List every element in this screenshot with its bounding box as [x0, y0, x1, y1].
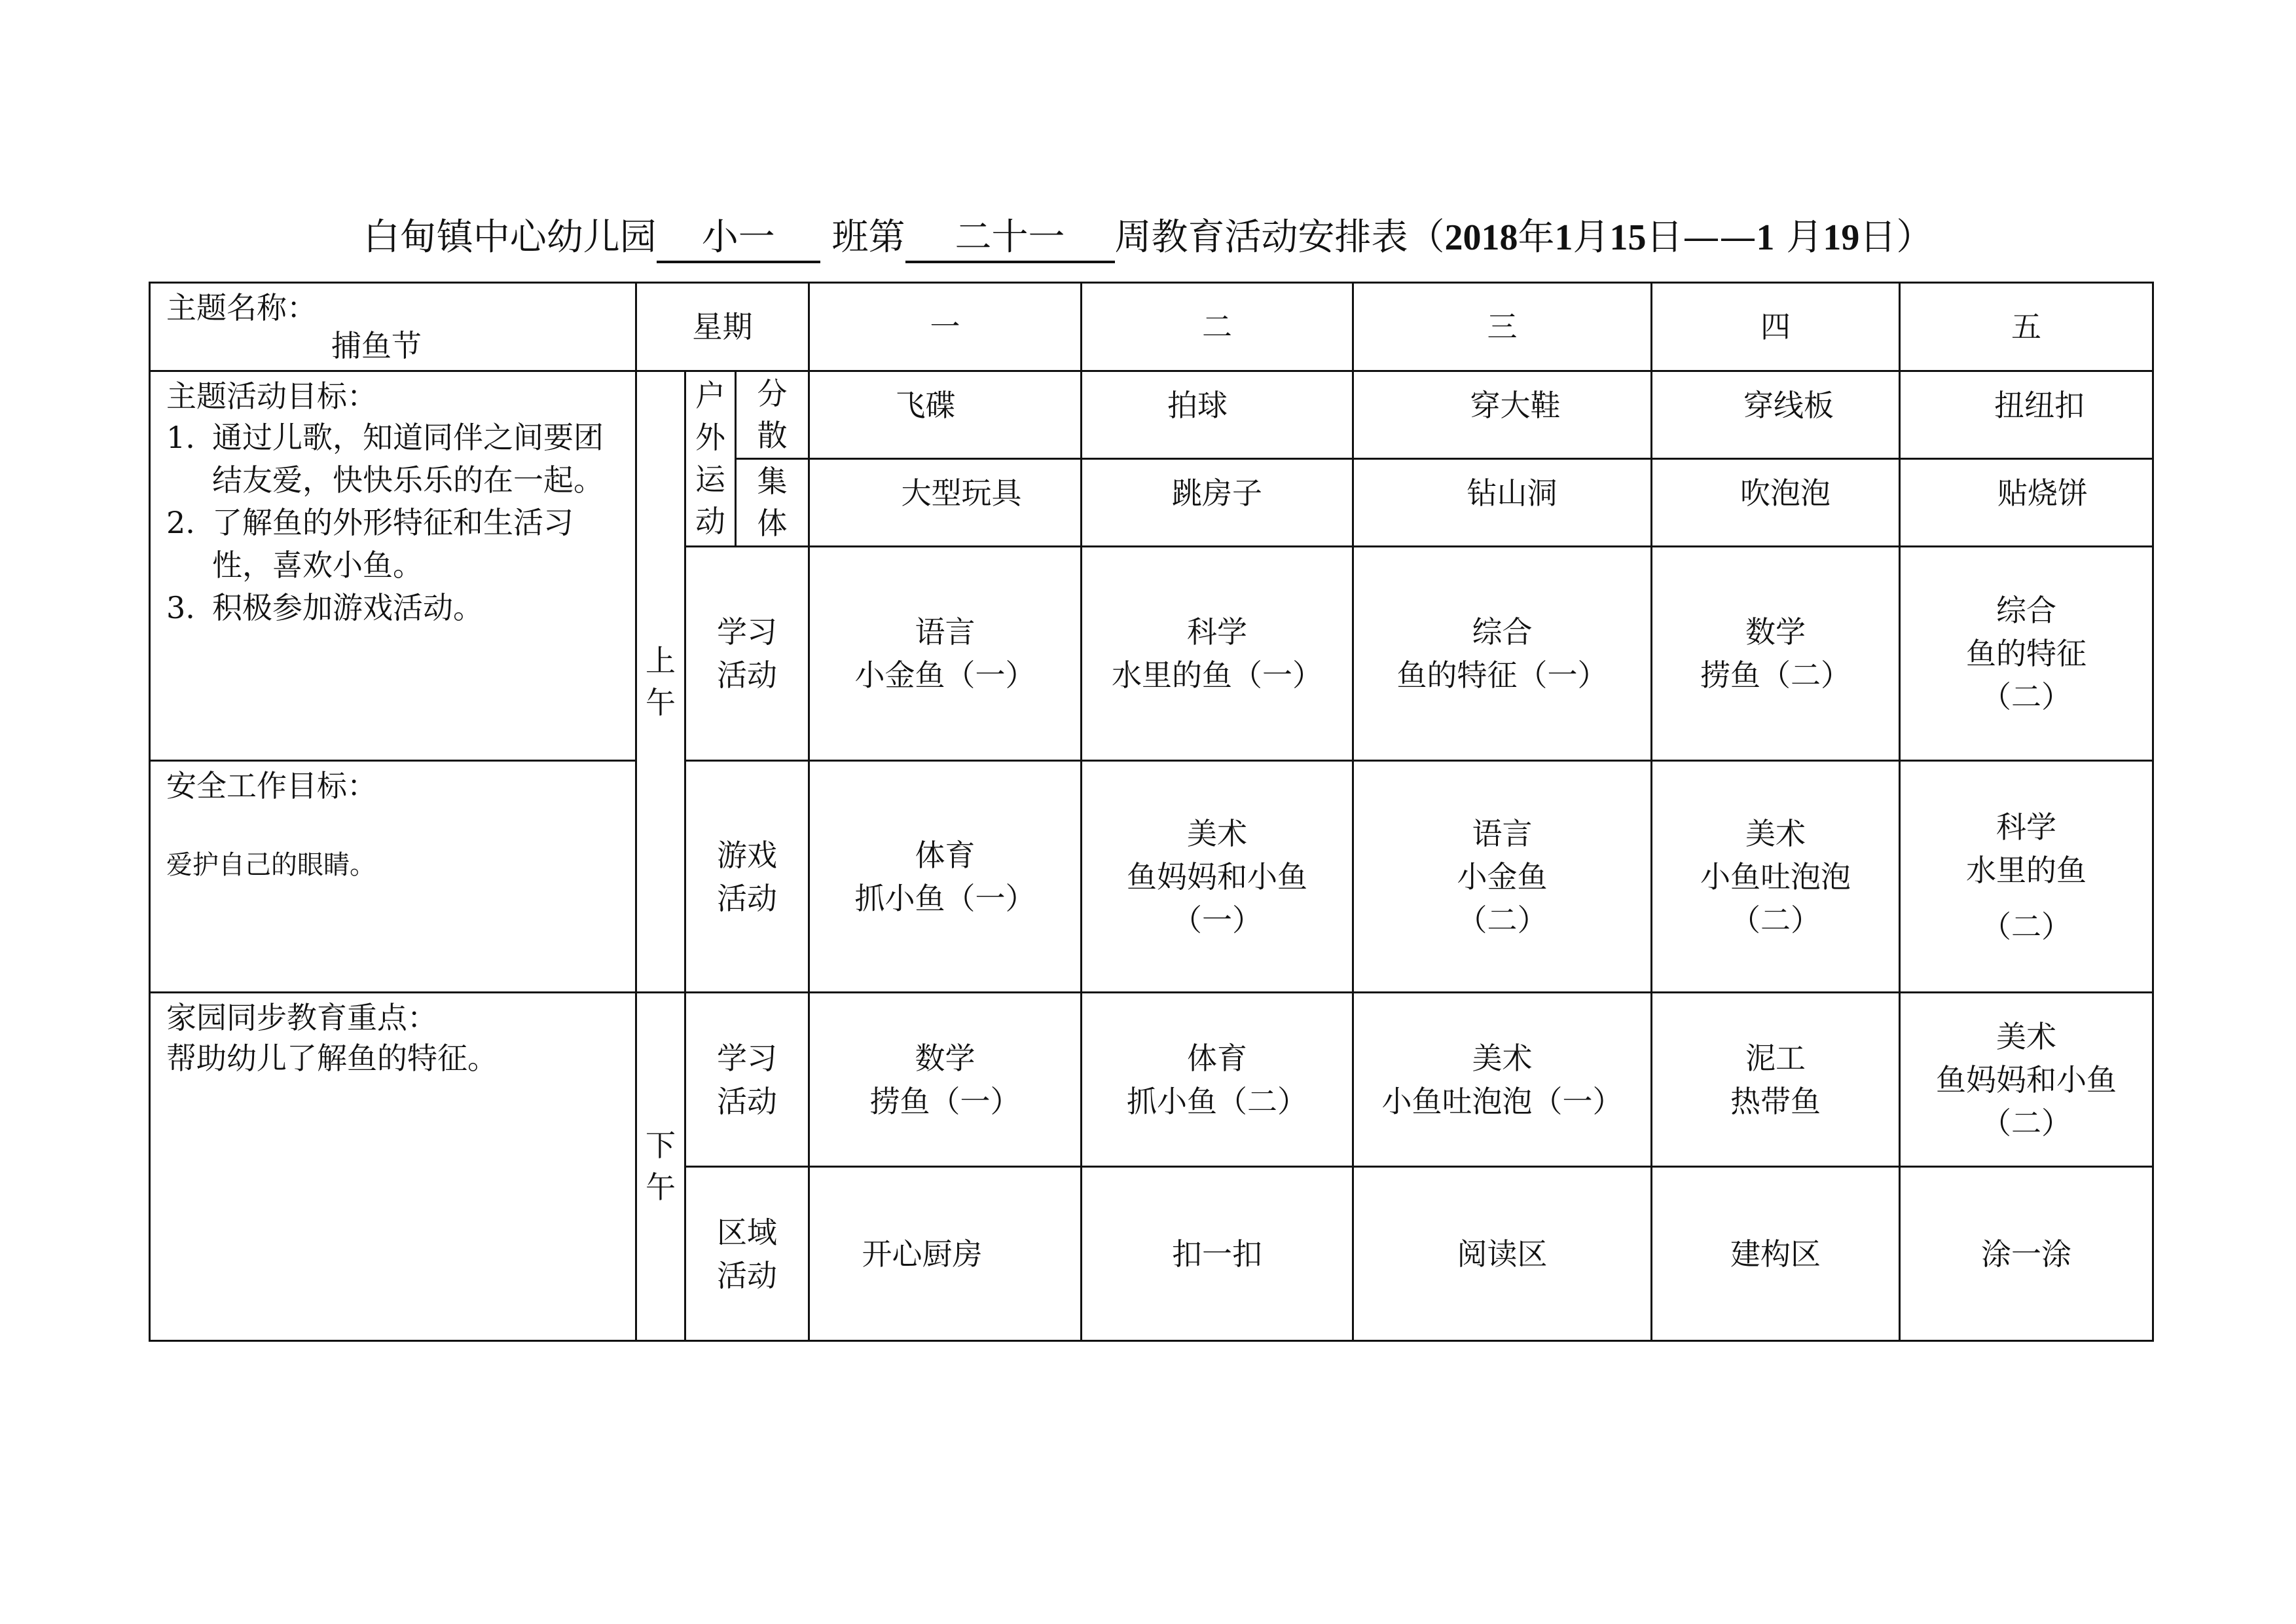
label-line: 活动 [717, 1257, 778, 1293]
activity-name: 鱼妈妈和小鱼 [1127, 858, 1308, 895]
outdoor-scatter-cell: 飞碟 [809, 371, 1082, 459]
start-month-unit: 月 [1573, 216, 1610, 259]
label-line: 学习 [717, 614, 778, 650]
activity-name: 小金鱼（一） [854, 657, 1036, 693]
home-value: 帮助幼儿了解鱼的特征。 [166, 1041, 498, 1076]
activity-cell [1353, 993, 1652, 1167]
day-1-header: 一 [809, 283, 1082, 371]
subject: 语言 [915, 614, 975, 650]
goal-number: 2. [166, 505, 195, 540]
activity-name: 捞鱼（一） [869, 1083, 1021, 1119]
home-label: 家园同步教育重点： [166, 1000, 437, 1035]
afternoon-area-label [685, 1167, 809, 1341]
activity-name: 鱼的特征（一） [1396, 657, 1608, 693]
label-line: 学习 [717, 1040, 778, 1076]
activity-name: 小鱼吐泡泡 [1700, 858, 1851, 895]
outdoor-scatter-cell: 穿大鞋 [1353, 371, 1652, 459]
activity-name: 水里的鱼（一） [1112, 657, 1323, 693]
header-row [150, 283, 2153, 371]
activity-cell: 开心厨房 [809, 1167, 1082, 1341]
end-month: 1 [1756, 217, 1775, 258]
outdoor-label: 户外运动 [695, 378, 725, 539]
morning-game-row [150, 761, 2153, 993]
afternoon-period-cell [636, 993, 685, 1341]
morning-period-cell [636, 371, 685, 993]
activity-part: （二） [1981, 1105, 2072, 1141]
goal-text: 积极参加游戏活动。 [212, 590, 483, 625]
activity-cell [809, 761, 1082, 993]
morning-study-label [685, 547, 809, 761]
subject: 美术 [1745, 815, 1806, 851]
title-suffix: 周教育活动安排表（ [1114, 216, 1445, 259]
activity-name: 小金鱼 [1457, 858, 1548, 895]
activity-cell [1353, 547, 1652, 761]
label-line: 区域 [717, 1214, 778, 1250]
activity-cell [1900, 993, 2153, 1167]
afternoon-label: 下午 [646, 1128, 676, 1205]
outdoor-group-cell: 吹泡泡 [1652, 459, 1900, 547]
subject: 泥工 [1745, 1040, 1806, 1076]
activity-cell: 扣一扣 [1082, 1167, 1353, 1341]
year-unit: 年 [1518, 216, 1555, 259]
safety-value: 爱护自己的眼睛。 [166, 850, 376, 880]
day-4-header: 四 [1652, 283, 1900, 371]
day-5-header: 五 [1900, 283, 2153, 371]
safety-label: 安全工作目标： [166, 768, 377, 803]
group-label: 集体 [757, 464, 788, 541]
theme-label: 主题名称： [166, 290, 317, 325]
activity-cell [1652, 993, 1900, 1167]
afternoon-study-label [685, 993, 809, 1167]
week-number-field: 二十一 [905, 215, 1115, 263]
outdoor-group-cell: 跳房子 [1082, 459, 1353, 547]
activity-cell [1652, 547, 1900, 761]
home-cell [150, 993, 636, 1341]
label-line: 活动 [717, 1083, 778, 1119]
activity-name: 小鱼吐泡泡（一） [1381, 1083, 1623, 1119]
label-line: 活动 [717, 657, 778, 693]
subject: 体育 [1187, 1040, 1248, 1076]
subject: 综合 [1472, 614, 1533, 650]
page-title [0, 208, 2296, 267]
scatter-label-cell [736, 371, 809, 459]
activity-name: 抓小鱼（二） [1127, 1083, 1308, 1119]
start-day-unit: 日—— [1646, 216, 1757, 259]
activity-name: 热带鱼 [1730, 1083, 1821, 1119]
activity-part: （二） [1730, 902, 1821, 938]
activity-cell [809, 993, 1082, 1167]
outdoor-scatter-cell: 拍球 [1082, 371, 1353, 459]
subject: 科学 [1187, 614, 1248, 650]
goal-item [166, 587, 619, 629]
outdoor-label-cell [685, 371, 736, 547]
day-3-header: 三 [1353, 283, 1652, 371]
activity-name: 捞鱼（二） [1700, 657, 1851, 693]
school-name: 白甸镇中心幼儿园 [363, 216, 657, 259]
afternoon-study-row [150, 993, 2153, 1167]
subject: 美术 [1996, 1018, 2057, 1054]
day-2-header: 二 [1082, 283, 1353, 371]
subject: 科学 [1996, 809, 2057, 845]
morning-label: 上午 [646, 642, 676, 720]
goal-item [166, 502, 619, 587]
outdoor-scatter-cell: 穿线板 [1652, 371, 1900, 459]
label-line: 游戏 [717, 837, 778, 873]
goal-number: 3. [166, 590, 195, 625]
subject: 美术 [1472, 1040, 1533, 1076]
activity-cell [1082, 761, 1353, 993]
goal-number: 1. [166, 420, 195, 455]
end-day-unit: 日） [1859, 216, 1933, 259]
outdoor-group-cell: 贴烧饼 [1900, 459, 2153, 547]
activity-part: （一） [1172, 902, 1263, 938]
outdoor-scatter-cell: 扭纽扣 [1900, 371, 2153, 459]
activity-cell [809, 547, 1082, 761]
scatter-label: 分散 [757, 376, 788, 453]
end-month-unit: 月 [1786, 216, 1823, 259]
theme-value: 捕鱼节 [331, 328, 422, 363]
activity-name: 水里的鱼 [1966, 852, 2087, 888]
end-day: 19 [1823, 217, 1860, 258]
goals-label: 主题活动目标： [166, 378, 377, 414]
goal-text: 了解鱼的外形特征和生活习性，喜欢小鱼。 [212, 505, 574, 583]
label-line: 活动 [717, 880, 778, 916]
goals-cell [150, 371, 636, 761]
morning-game-label [685, 761, 809, 993]
subject: 数学 [915, 1040, 975, 1076]
theme-cell [150, 283, 636, 371]
activity-cell: 涂一涂 [1900, 1167, 2153, 1341]
activity-cell [1652, 761, 1900, 993]
subject: 综合 [1996, 593, 2057, 628]
year: 2018 [1444, 217, 1518, 258]
activity-cell [1900, 547, 2153, 761]
activity-cell [1353, 761, 1652, 993]
goal-item [166, 416, 619, 502]
activity-name: 鱼的特征 [1966, 636, 2087, 671]
outdoor-group-cell: 钻山洞 [1353, 459, 1652, 547]
activity-part: （二） [1457, 902, 1548, 938]
subject: 数学 [1745, 614, 1806, 650]
activity-name: 抓小鱼（一） [854, 880, 1036, 916]
schedule-table [149, 282, 2154, 1342]
subject: 美术 [1187, 815, 1248, 851]
activity-name: 鱼妈妈和小鱼 [1936, 1061, 2117, 1098]
activity-part: （二） [1981, 908, 2072, 944]
class-name-field: 小一 [657, 215, 820, 263]
start-month: 1 [1554, 217, 1573, 258]
activity-cell: 阅读区 [1353, 1167, 1652, 1341]
activity-cell [1082, 547, 1353, 761]
activity-cell: 建构区 [1652, 1167, 1900, 1341]
start-day: 15 [1609, 217, 1647, 258]
week-label: 星期 [636, 283, 809, 371]
group-label-cell [736, 459, 809, 547]
activity-cell [1900, 761, 2153, 993]
outdoor-group-cell: 大型玩具 [809, 459, 1082, 547]
activity-part: （二） [1981, 679, 2072, 714]
safety-cell [150, 761, 636, 993]
activity-cell [1082, 993, 1353, 1167]
class-suffix: 班第 [831, 216, 905, 259]
goal-text: 通过儿歌，知道同伴之间要团结友爱，快快乐乐的在一起。 [212, 420, 604, 498]
goals-list [166, 416, 619, 629]
subject: 语言 [1472, 815, 1533, 851]
subject: 体育 [915, 837, 975, 873]
outdoor-scatter-row [150, 371, 2153, 459]
